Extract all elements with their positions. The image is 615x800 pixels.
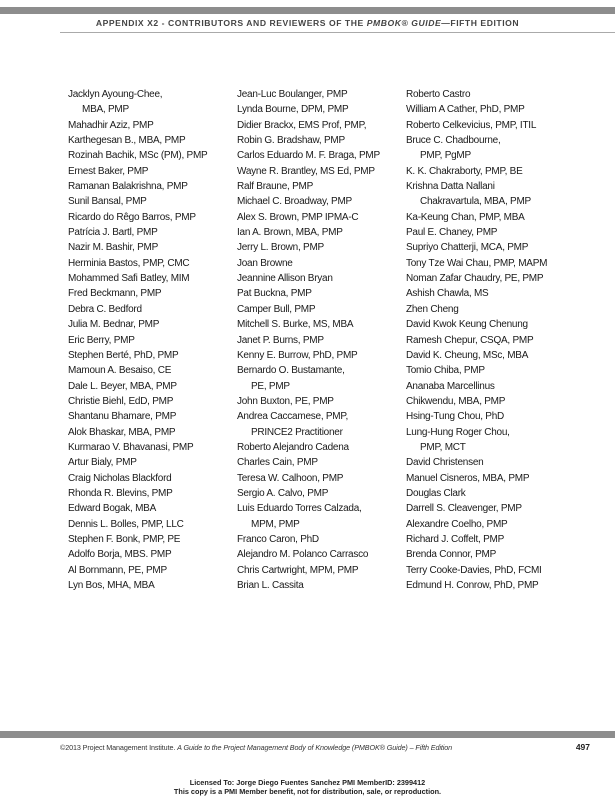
contributor-name: Janet P. Burns, PMP [237,334,324,346]
contributor-name: Jean-Luc Boulanger, PMP [237,89,348,100]
contributor-name: Patrícia J. Bartl, PMP [68,227,158,239]
header-suffix: —FIFTH EDITION [441,18,520,28]
contributor-entry [406,394,576,409]
contributor-entry [68,563,238,578]
contributor-entry [237,547,407,562]
contributor-continuation: PE, PMP [251,380,290,392]
contributor-entry [237,471,407,486]
contributor-continuation: PMP, MCT [420,441,466,453]
contributor-entry [68,133,238,148]
contributor-name: Edmund H. Conrow, PhD, PMP [406,580,539,591]
contributor-entry [68,286,238,301]
contributor-entry [68,240,238,255]
contributor-entry [68,333,238,348]
contributor-entry [406,501,576,516]
contributor-entry [68,486,238,501]
contributor-name: William A Cather, PhD, PMP [406,104,525,116]
contributor-name: Joan Browne [237,257,293,269]
contributor-name: Nazir M. Bashir, PMP [68,242,159,254]
contributor-entry [237,256,407,271]
contributor-name: Roberto Castro [406,89,471,100]
header-rule [60,32,615,33]
contributor-entry [237,394,407,409]
contributor-name: Alok Bhaskar, MBA, PMP [68,426,176,438]
contributor-name: Hsing-Tung Chou, PhD [406,411,505,423]
contributor-entry [406,348,576,363]
contributor-name: Ananaba Marcellinus [406,380,495,392]
contributor-entry [237,563,407,578]
contributors-column-1 [68,87,238,593]
contributor-entry [68,394,238,409]
contributor-name: Rhonda R. Blevins, PMP [68,487,173,499]
contributor-entry [406,302,576,317]
contributor-name: Carlos Eduardo M. F. Braga, PMP [237,150,380,162]
license-notice [0,779,615,796]
contributor-name: Bruce C. Chadbourne, [406,135,501,147]
contributor-name: Al Bornmann, PE, PMP [68,564,167,576]
contributor-continuation: PMP, PgMP [420,150,471,162]
contributor-entry [406,133,576,164]
contributor-continuation: MPM, PMP [251,518,300,530]
copyright-prefix: ©2013 Project Management Institute. [60,743,178,752]
contributor-entry [68,271,238,286]
contributor-entry [237,148,407,163]
license-line-1: Licensed To: Jorge Diego Fuentes Sanchez PMI MemberID: 2399412 [189,778,426,787]
contributor-name: Roberto Alejandro Cadena [237,441,349,453]
contributor-entry [406,409,576,424]
contributor-name: Ashish Chawla, MS [406,288,489,300]
contributor-name: Ian A. Brown, MBA, PMP [237,227,343,239]
contributor-name: Ka-Keung Chan, PMP, MBA [406,211,525,223]
contributor-name: Chikwendu, MBA, PMP [406,395,506,407]
contributor-entry [237,333,407,348]
contributor-entry [68,532,238,547]
contributor-entry [406,317,576,332]
contributor-name: Terry Cooke-Davies, PhD, FCMI [406,564,542,576]
contributor-name: Noman Zafar Chaudry, PE, PMP [406,273,544,285]
contributor-entry [406,379,576,394]
contributor-entry [237,455,407,470]
contributor-name: Ricardo do Rêgo Barros, PMP [68,211,196,223]
contributor-entry [237,118,407,133]
contributor-entry [237,302,407,317]
contributor-name: Jerry L. Brown, PMP [237,242,324,254]
contributor-name: Herminia Bastos, PMP, CMC [68,257,190,269]
contributor-entry [68,317,238,332]
contributor-name: David K. Cheung, MSc, MBA [406,349,529,361]
contributor-entry [406,164,576,179]
contributor-name: Julia M. Bednar, PMP [68,319,160,331]
contributor-name: Tony Tze Wai Chau, PMP, MAPM [406,257,548,269]
contributor-entry [68,547,238,562]
contributor-entry [68,409,238,424]
contributor-entry [237,440,407,455]
contributor-name: Robin G. Bradshaw, PMP [237,135,345,147]
contributor-name: Artur Bialy, PMP [68,457,137,469]
contributor-entry [406,256,576,271]
contributor-name: Douglas Clark [406,487,466,499]
contributor-continuation: PRINCE2 Practitioner [251,426,343,438]
contributor-name: Manuel Cisneros, MBA, PMP [406,472,530,484]
contributor-entry [237,225,407,240]
contributor-name: David Kwok Keung Chenung [406,319,528,331]
contributor-name: K. K. Chakraborty, PMP, BE [406,165,523,177]
contributor-name: Chris Cartwright, MPM, PMP [237,564,359,576]
contributor-name: Alex S. Brown, PMP IPMA-C [237,211,359,223]
contributor-name: Paul E. Chaney, PMP [406,227,498,239]
contributor-entry [406,363,576,378]
contributor-entry [406,425,576,456]
contributor-name: Adolfo Borja, MBS. PMP [68,549,172,561]
contributor-name: Charles Cain, PMP [237,457,318,469]
copyright-title: A Guide to the Project Management Body of Knowledge (PMBOK® Guide) – Fifth Edition [177,743,453,752]
contributor-entry [406,87,576,102]
contributor-name: Mamoun A. Besaiso, CE [68,365,172,377]
contributor-entry [68,225,238,240]
contributor-entry [406,240,576,255]
contributor-entry [68,148,238,163]
contributor-entry [68,363,238,378]
contributor-entry [406,225,576,240]
contributors-column-3 [406,87,576,593]
contributor-entry [68,179,238,194]
contributor-entry [68,256,238,271]
contributor-entry [237,409,407,440]
contributor-entry [406,486,576,501]
contributor-name: Richard J. Coffelt, PMP [406,533,504,545]
contributor-name: Teresa W. Calhoon, PMP [237,472,344,484]
contributor-entry [406,179,576,210]
contributor-name: Debra C. Bedford [68,303,142,315]
contributor-name: Jacklyn Ayoung-Chee, [68,89,163,100]
footer-copyright [60,743,452,752]
contributor-entry [68,425,238,440]
contributor-name: Ramanan Balakrishna, PMP [68,181,188,193]
contributor-name: Kurmarao V. Bhavanasi, PMP [68,441,194,453]
contributor-entry [237,102,407,117]
contributor-name: Stephen F. Bonk, PMP, PE [68,533,181,545]
contributor-entry [406,532,576,547]
contributor-entry [68,471,238,486]
contributor-entry [237,87,407,102]
contributor-name: Sergio A. Calvo, PMP [237,487,329,499]
contributor-entry [68,210,238,225]
contributor-name: Ralf Braune, PMP [237,181,314,193]
contributor-name: Brenda Connor, PMP [406,549,496,561]
contributor-entry [68,501,238,516]
contributor-entry [237,210,407,225]
contributor-name: Supriyo Chatterji, MCA, PMP [406,242,529,254]
contributor-name: Zhen Cheng [406,303,459,315]
contributor-name: Dennis L. Bolles, PMP, LLC [68,518,184,530]
contributor-name: Darrell S. Cleavenger, PMP [406,503,522,515]
contributor-entry [406,578,576,593]
contributor-entry [406,455,576,470]
contributor-entry [406,333,576,348]
contributor-name: Camper Bull, PMP [237,303,316,315]
contributor-entry [68,379,238,394]
contributor-entry [68,455,238,470]
contributor-name: Ernest Baker, PMP [68,165,149,177]
contributors-column-2 [237,87,407,593]
contributor-name: John Buxton, PE, PMP [237,395,334,407]
header-emphasis: PMBOK® GUIDE [366,18,442,28]
contributor-entry [237,578,407,593]
header-bar [0,7,615,14]
contributor-entry [237,286,407,301]
contributor-name: Karthegesan B., MBA, PMP [68,135,186,147]
contributor-entry [406,102,576,117]
contributor-entry [237,317,407,332]
contributor-name: Alexandre Coelho, PMP [406,518,508,530]
contributor-name: Fred Beckmann, PMP [68,288,162,300]
contributor-name: Edward Bogak, MBA [68,503,157,515]
contributor-name: Alejandro M. Polanco Carrasco [237,549,369,561]
page-number: 497 [575,742,590,752]
contributor-entry [406,563,576,578]
contributor-name: Craig Nicholas Blackford [68,472,172,484]
contributor-entry [237,164,407,179]
contributor-entry [68,194,238,209]
contributor-entry [406,471,576,486]
contributor-name: Krishna Datta Nallani [406,181,495,193]
contributor-name: Lynda Bourne, DPM, PMP [237,104,349,116]
contributor-name: Kenny E. Burrow, PhD, PMP [237,349,358,361]
contributor-entry [406,517,576,532]
contributor-entry [68,517,238,532]
license-line-2: This copy is a PMI Member benefit, not for distribution, sale, or reproduction. [173,786,442,796]
contributor-entry [68,348,238,363]
contributor-name: Bernardo O. Bustamante, [237,365,345,377]
contributor-entry [237,532,407,547]
contributor-name: Shantanu Bhamare, PMP [68,411,177,423]
contributor-entry [406,286,576,301]
contributor-entry [406,547,576,562]
contributor-entry [237,179,407,194]
contributor-name: Mohammed Safi Batley, MIM [68,273,190,285]
contributor-name: Stephen Berté, PhD, PMP [68,349,179,361]
contributor-entry [68,578,238,593]
contributor-name: Mahadhir Aziz, PMP [68,119,154,131]
contributor-name: Mitchell S. Burke, MS, MBA [237,319,354,331]
contributor-name: Wayne R. Brantley, MS Ed, PMP [237,165,375,177]
contributor-continuation: Chakravartula, MBA, PMP [420,196,531,208]
contributor-continuation: MBA, PMP [82,104,129,116]
contributor-name: Eric Berry, PMP [68,334,135,346]
contributor-name: Lung-Hung Roger Chou, [406,426,510,438]
contributor-name: Rozinah Bachik, MSc (PM), PMP [68,150,208,162]
contributor-name: Roberto Celkevicius, PMP, ITIL [406,119,537,131]
contributor-entry [68,87,238,118]
contributor-name: Jeannine Allison Bryan [237,273,333,285]
contributor-name: Brian L. Cassita [237,580,304,591]
contributor-entry [406,210,576,225]
contributor-name: Pat Buckna, PMP [237,288,312,300]
contributor-name: Michael C. Broadway, PMP [237,196,352,208]
contributor-name: Andrea Caccamese, PMP, [237,411,349,423]
contributor-entry [68,302,238,317]
contributor-name: Sunil Bansal, PMP [68,196,147,208]
contributor-entry [237,133,407,148]
footer-bar [0,731,615,738]
contributor-name: Franco Caron, PhD [237,533,319,545]
contributor-name: Lyn Bos, MHA, MBA [68,580,155,591]
contributor-entry [68,118,238,133]
contributor-entry [237,501,407,532]
contributor-entry [237,363,407,394]
contributor-entry [237,486,407,501]
contributor-name: Ramesh Chepur, CSQA, PMP [406,334,534,346]
contributor-entry [237,240,407,255]
contributor-entry [237,194,407,209]
contributor-entry [68,164,238,179]
header-prefix: APPENDIX X2 - CONTRIBUTORS AND REVIEWERS OF THE [95,18,367,28]
contributor-entry [237,348,407,363]
contributor-entry [68,440,238,455]
contributor-name: Dale L. Beyer, MBA, PMP [68,380,177,392]
contributor-entry [406,118,576,133]
contributor-entry [237,271,407,286]
contributor-entry [406,271,576,286]
contributor-name: Didier Brackx, EMS Prof, PMP, [237,119,367,131]
contributor-name: Luis Eduardo Torres Calzada, [237,503,362,515]
contributor-name: Christie Biehl, EdD, PMP [68,395,174,407]
contributor-name: Tomio Chiba, PMP [406,365,485,377]
contributor-name: David Christensen [406,457,484,469]
appendix-header [0,18,615,28]
